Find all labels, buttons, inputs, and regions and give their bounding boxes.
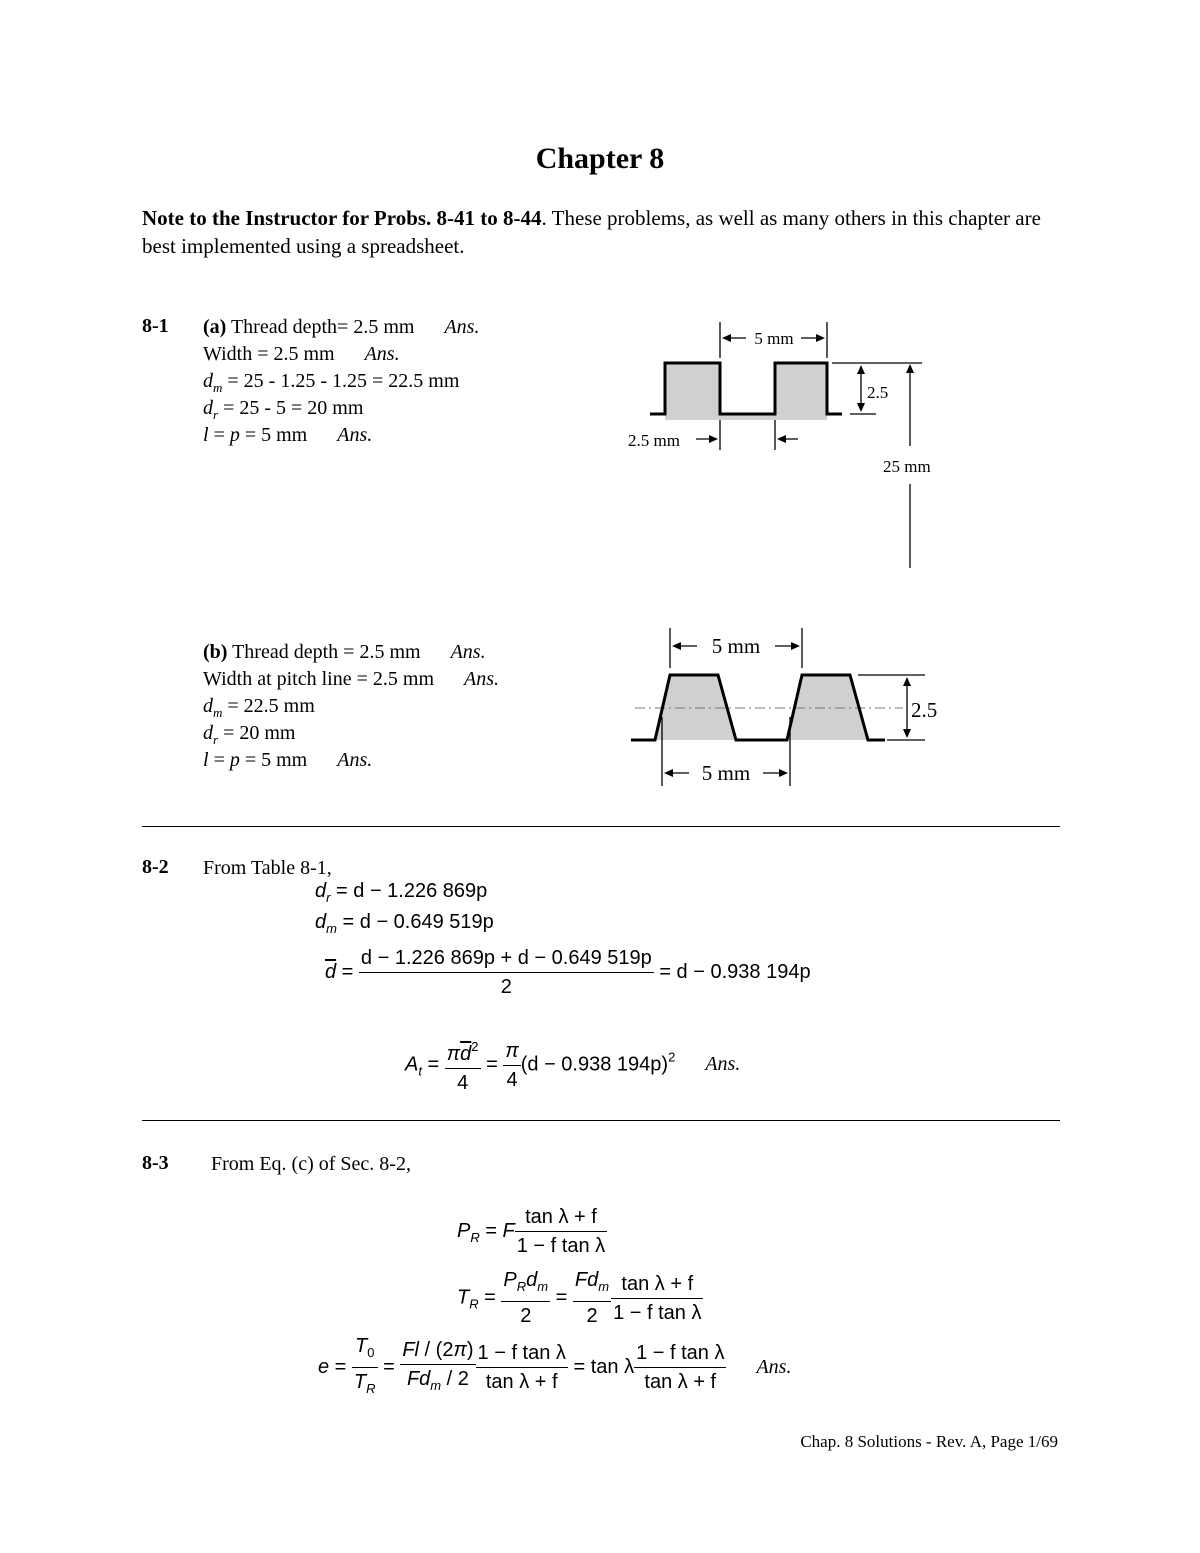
dim-depth: 2.5 (867, 383, 889, 402)
dim-pitch: 5 mm (754, 329, 794, 348)
p1b-dm: = 22.5 mm (227, 695, 315, 717)
p1b-dm-line: $d_m = 22.5$ mm (203, 695, 315, 720)
p1a-label: (a) (203, 316, 227, 338)
section-divider (142, 826, 1060, 827)
dim-pitch-top: 5 mm (711, 634, 761, 658)
note-text: . These problems, as well as many others in this chapter are best implemented using a spreadsheet. (142, 206, 1041, 258)
p1a-dr: = 25 - 5 = 20 mm (223, 397, 364, 419)
p1b-label: (b) (203, 641, 228, 663)
p1b-width-line (203, 666, 499, 693)
p2-dbar-fraction (359, 944, 654, 1001)
p1a-depth: Thread depth= 2.5 mm (230, 316, 415, 338)
p2-dr-rhs: = d − 1.226 869p (336, 880, 488, 902)
p2-intro: From Table 8-1, (203, 857, 332, 879)
p2-dbar-den: 2 (500, 976, 512, 998)
p2-dm-rhs: = d − 0.649 519p (342, 911, 494, 933)
ans-label: Ans. (444, 316, 480, 338)
instructor-note (142, 204, 1052, 260)
p2-eq-area: $A_t$ = $\frac{\pi\overline{d}^2}{4}$ = $\frac{\pi}{4}$ (d − 0.938 194p)$^2$ Ans. (405, 1033, 740, 1097)
acme-thread-figure (625, 622, 955, 792)
p2-eq-dbar: $\overline{d}$ = $\frac{d - 1.226 869p + d - 0.649 519p}{2}$ = d − 0.938 194p (325, 944, 811, 1001)
ans-label: Ans. (705, 1053, 741, 1076)
p1a-width-line (203, 341, 400, 368)
note-heading: Note to the Instructor for Probs. 8-41 to 8-44 (142, 206, 542, 230)
ans-label: Ans. (364, 343, 400, 365)
p1b-dr: = 20 mm (223, 722, 296, 744)
ans-label: Ans. (450, 641, 486, 663)
p1a-depth-line (203, 314, 479, 341)
p2-eq-dr: $d_r = d - 1.226$ 869p (315, 880, 488, 905)
dim-pitch-bottom: 5 mm (701, 761, 751, 785)
ans-label: Ans. (756, 1355, 792, 1378)
p1b-width: Width at pitch line = 2.5 mm (203, 668, 434, 690)
p1a-width: Width = 2.5 mm (203, 343, 335, 365)
p3-intro: From Eq. (c) of Sec. 8-2, (211, 1153, 411, 1175)
page-title: Chapter 8 (535, 142, 665, 175)
ans-label: Ans. (464, 668, 499, 690)
p1a-dm-line: $d_m = 25 - 1.25 - 1.25 = 22.5$ mm (203, 370, 460, 395)
thread-fill (665, 363, 827, 420)
p1b-dr-line: $d_r = 20$ mm (203, 722, 296, 747)
p1a-dm: = 25 - 1.25 - 1.25 = 22.5 mm (227, 370, 460, 392)
problem-number-8-3: 8-3 (142, 1152, 169, 1174)
dim-diameter: 25 mm (883, 457, 931, 476)
dim-depth: 2.5 (911, 698, 938, 722)
ans-label: Ans. (337, 424, 373, 446)
section-divider (142, 1120, 1060, 1121)
p2-area-mid: (d − 0.938 194p) (520, 1053, 669, 1076)
problem-number-8-1: 8-1 (142, 315, 169, 337)
p1b-depth-line (203, 639, 486, 666)
p1b-depth: Thread depth = 2.5 mm (232, 641, 421, 663)
p2-eq-dm: $d_m = d - 0.649$ 519p (315, 911, 494, 936)
p2-dbar-num: d − 1.226 869p + d − 0.649 519p (359, 944, 654, 973)
page-footer: Chap. 8 Solutions - Rev. A, Page 1/69 (800, 1432, 1058, 1451)
p1b-lead: = 5 mm (244, 749, 308, 771)
ans-label: Ans. (337, 749, 373, 771)
square-thread-figure (620, 318, 960, 573)
p3-eq-efficiency: e = $\frac{T_0}{T_R}$ = $\frac{Fl / (2\pi)}{Fd_m / 2}$ $\frac{\text{1 − f tan λ}}{\text{tan λ + f}}$ = tan λ $\frac{\text{1 − f tan λ}}{\text{tan λ + f}}$ Ans. (318, 1332, 791, 1403)
p2-dbar-rhs: = d − 0.938 194p (659, 960, 811, 983)
problem-number-8-2: 8-2 (142, 856, 169, 878)
dim-groove: 2.5 mm (628, 431, 680, 450)
p1a-lead-line: l = p = 5 mm Ans. (203, 424, 373, 446)
p3-eq-pr: $P_R = F$ $\frac{\text{tan λ + f}}{\text{1 − f tan λ}}$ (457, 1203, 607, 1260)
p1b-lead-line: l = p = 5 mm Ans. (203, 749, 373, 771)
p1a-dr-line: $d_r = 25 - 5 = 20$ mm (203, 397, 364, 422)
p3-eq-tr: $T_R$ = $\frac{P_Rd_m}{2}$ = $\frac{Fd_m}{2}$ $\frac{\text{tan λ + f}}{\text{1 − f tan λ}}$ (457, 1266, 703, 1330)
p1a-lead: = 5 mm (244, 424, 308, 446)
